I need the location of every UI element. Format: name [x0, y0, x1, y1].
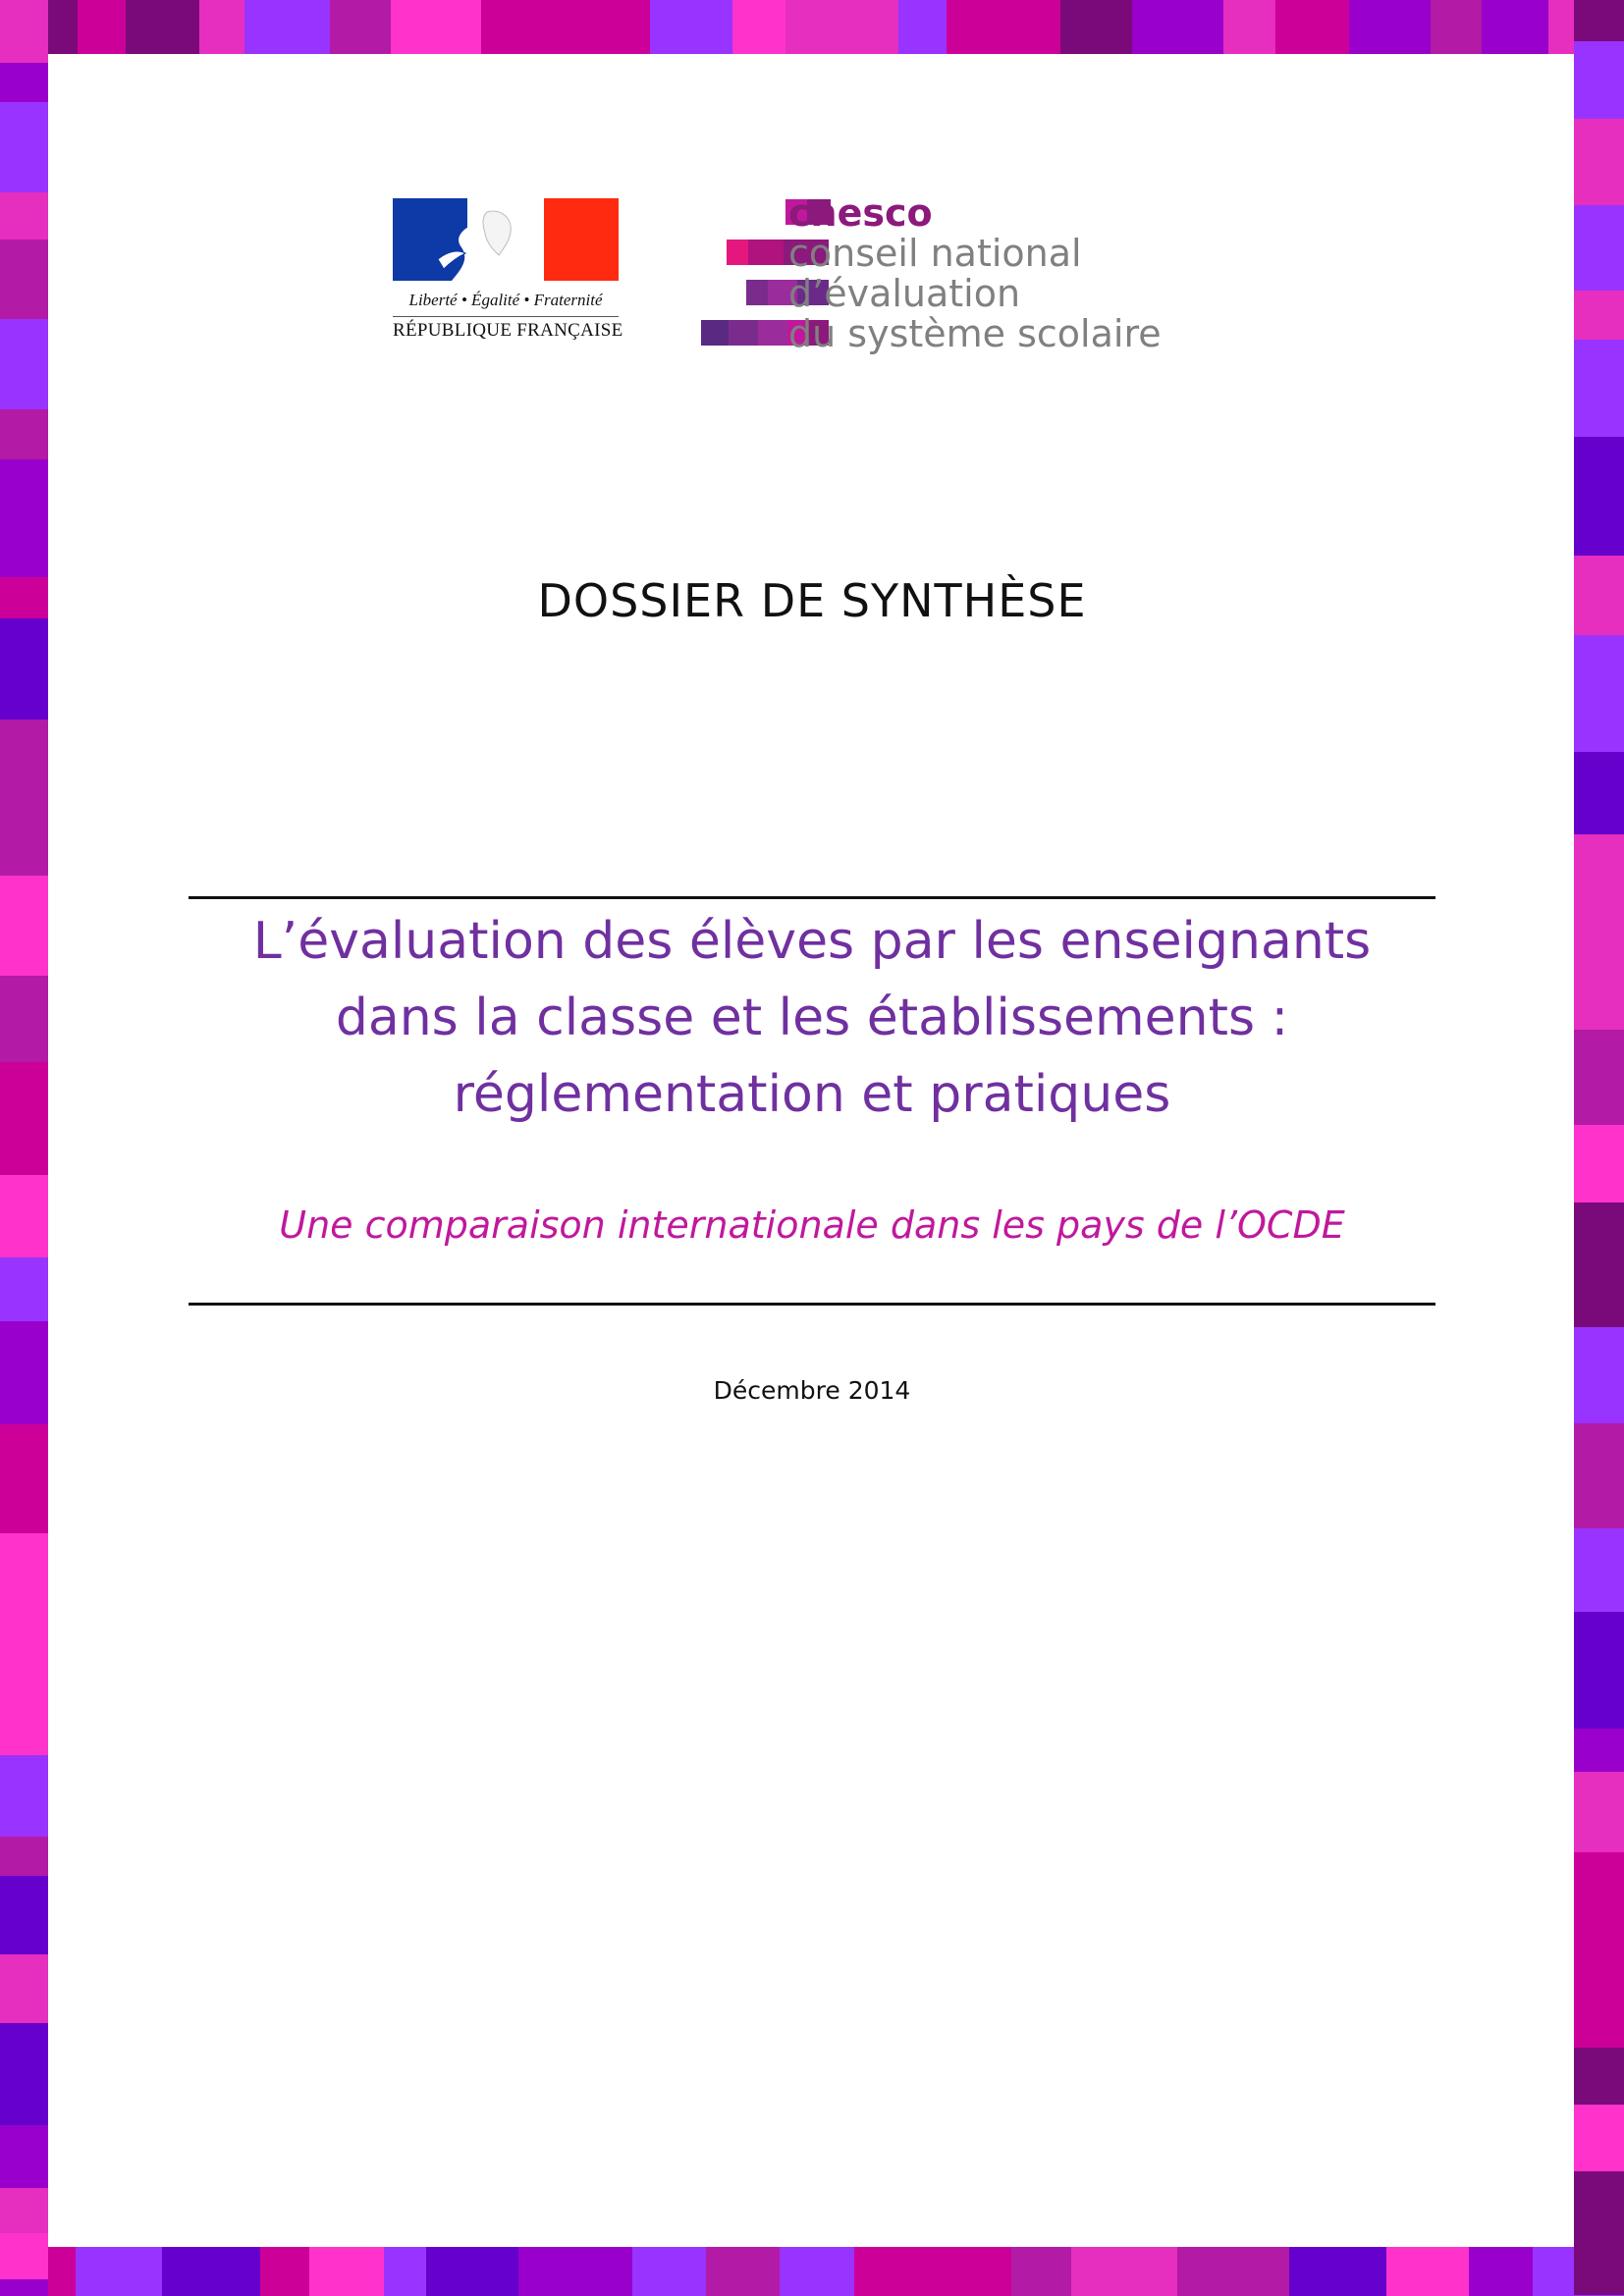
border-tile [199, 0, 244, 54]
border-tile [0, 720, 48, 817]
border-tile [0, 976, 48, 1062]
border-tile [0, 817, 48, 876]
border-tile [0, 0, 48, 63]
border-tile [0, 1424, 48, 1533]
border-tile [1574, 41, 1624, 119]
publication-date: Décembre 2014 [713, 1376, 911, 1405]
border-tile [1223, 0, 1275, 54]
border-tile [0, 2188, 48, 2233]
border-tile [1386, 2247, 1469, 2296]
document-type: DOSSIER DE SYNTHÈSE [537, 574, 1087, 627]
border-tile [914, 2247, 1011, 2296]
title-rule-bottom [189, 1303, 1435, 1306]
border-tile [0, 63, 48, 102]
title-line: dans la classe et les établissements : [335, 988, 1289, 1047]
border-tile [0, 1062, 48, 1175]
document-title [147, 903, 1477, 1133]
border-tile [0, 930, 48, 976]
title-rule-top [189, 896, 1435, 899]
border-tile [1275, 0, 1349, 54]
border-tile [1574, 1423, 1624, 1528]
republic-motto: Liberté • Égalité • Fraternité [408, 291, 603, 309]
logo-divider [393, 316, 619, 317]
border-tile [126, 0, 199, 54]
border-tile [0, 240, 48, 319]
border-tile [0, 319, 48, 409]
border-tile [0, 2279, 48, 2296]
border-tile [1574, 437, 1624, 556]
border-tile [0, 459, 48, 577]
border-tile [0, 409, 48, 459]
border-tile [1574, 1772, 1624, 1852]
border-tile [1574, 2105, 1624, 2171]
border-tile [1574, 340, 1624, 437]
border-tile [1574, 1612, 1624, 1729]
border-tile [732, 0, 785, 54]
border-tile [1289, 2247, 1386, 2296]
border-tile [391, 0, 481, 54]
border-tile [1469, 2247, 1533, 2296]
title-line: réglementation et pratiques [453, 1065, 1171, 1124]
border-tile [0, 1321, 48, 1365]
border-tile [559, 0, 650, 54]
border-tile [1574, 2048, 1624, 2105]
cnesco-tagline-2: d’évaluation [788, 272, 1021, 315]
border-tile [0, 102, 48, 192]
border-tile [1574, 1852, 1624, 1949]
border-tile [632, 2247, 706, 2296]
border-tile [518, 2247, 632, 2296]
border-tile [1060, 0, 1132, 54]
cover-page [48, 54, 1574, 2247]
border-tile [1574, 635, 1624, 752]
border-tile [1574, 0, 1624, 41]
border-tile [1574, 1030, 1624, 1125]
cnesco-tagline-1: conseil national [788, 232, 1082, 275]
border-tile [1349, 0, 1431, 54]
border-tile [0, 1681, 48, 1755]
border-tile [0, 1755, 48, 1837]
border-tile [0, 1954, 48, 2023]
border-tile [1574, 2171, 1624, 2295]
border-tile [244, 0, 330, 54]
border-tile [1071, 2247, 1177, 2296]
border-tile [1574, 1125, 1624, 1202]
border-tile [330, 0, 391, 54]
border-tile [1574, 834, 1624, 942]
border-tile [309, 2247, 384, 2296]
border-tile [1574, 1949, 1624, 2048]
border-tile [706, 2247, 780, 2296]
border-tile [1574, 1528, 1624, 1612]
border-tile [1431, 0, 1482, 54]
border-tile [1482, 0, 1548, 54]
border-tile [0, 1586, 48, 1681]
title-line: L’évaluation des élèves par les enseignants [252, 912, 1372, 971]
border-tile [0, 1876, 48, 1954]
border-tile [0, 1257, 48, 1321]
border-tile [78, 0, 126, 54]
border-tile [0, 2233, 48, 2279]
border-tile [426, 2247, 518, 2296]
border-tile [76, 2247, 162, 2296]
border-tile [0, 1837, 48, 1876]
border-tile [1574, 1729, 1624, 1772]
cnesco-name: cnesco [788, 191, 933, 235]
border-tile [1177, 2247, 1289, 2296]
border-tile [1574, 752, 1624, 834]
border-tile [854, 2247, 914, 2296]
border-tile [162, 2247, 260, 2296]
marianne-flag-icon [393, 198, 619, 281]
border-tile [260, 2247, 309, 2296]
border-tile [1574, 119, 1624, 205]
border-tile [1132, 0, 1223, 54]
border-tile [780, 2247, 854, 2296]
border-tile [0, 2023, 48, 2125]
cnesco-logo [648, 191, 1198, 358]
border-tile [0, 1533, 48, 1586]
border-tile [0, 618, 48, 720]
border-tile [947, 0, 1060, 54]
border-tile [0, 876, 48, 930]
border-tile [384, 2247, 426, 2296]
border-tile [0, 192, 48, 240]
border-tile [1574, 942, 1624, 1030]
border-tile [0, 1175, 48, 1257]
border-tile [481, 0, 559, 54]
border-tile [1011, 2247, 1071, 2296]
border-tile [898, 0, 947, 54]
republic-name: RÉPUBLIQUE FRANÇAISE [393, 320, 623, 341]
border-tile [1574, 1202, 1624, 1327]
border-tile [1574, 1327, 1624, 1423]
cnesco-tagline-3: du système scolaire [788, 312, 1162, 355]
border-tile [1574, 205, 1624, 291]
border-tile [1574, 291, 1624, 340]
border-tile [0, 2125, 48, 2188]
border-tile [650, 0, 732, 54]
republique-francaise-logo [393, 198, 623, 346]
border-tile [785, 0, 898, 54]
document-subtitle: Une comparaison internationale dans les pays de l’OCDE [279, 1203, 1345, 1247]
